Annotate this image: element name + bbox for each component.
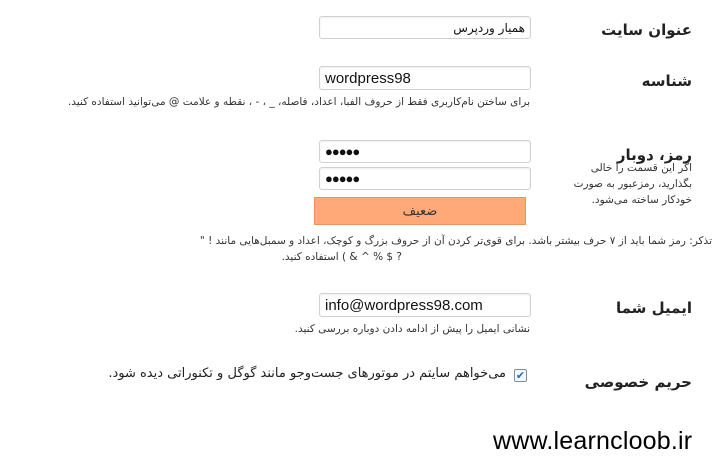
watermark-text: www.learncloob.ir	[493, 427, 693, 455]
password-strength-indicator: ضعیف	[314, 197, 526, 225]
checkmark-icon: ✔	[515, 369, 526, 382]
privacy-checkbox[interactable]	[514, 369, 527, 382]
username-help-text: برای ساختن نام‌کاربری فقط از حروف الفبا، اعداد، فاصله، _ ، - ، نقطه و علامت @ می‌توانید استفاده کنید.	[67, 96, 530, 108]
password-hint-line-1: تذکر: رمز شما باید از ۷ حرف بیشتر باشد. برای قوی‌تر کردن آن از حروف بزرگ و کوچک، اعداد و سمبل‌هایی مانند ! "	[199, 235, 712, 247]
site-title-label: عنوان سایت	[601, 21, 692, 39]
password-label: رمز، دوبار	[616, 146, 692, 164]
password-desc-line: بگذارید، رمزعبور به صورت	[573, 178, 692, 190]
password-description	[542, 160, 692, 208]
email-help-text: نشانی ایمیل را پیش از ادامه دادن دوباره بررسی کنید.	[294, 323, 530, 335]
email-label: ایمیل شما	[615, 299, 692, 317]
password-confirm-input[interactable]: ●●●●●	[319, 167, 531, 190]
privacy-label: حریم خصوصی	[584, 373, 692, 391]
username-label: شناسه	[641, 72, 692, 90]
password-desc-line: اگر این قسمت را خالی	[590, 162, 692, 174]
password-hint-line-2: ? $ % ^ & ) استفاده کنید.	[281, 251, 402, 263]
email-input[interactable]	[319, 293, 531, 317]
password-desc-line: خودکار ساخته می‌شود.	[591, 194, 692, 206]
password-input[interactable]: ●●●●●	[319, 140, 531, 163]
username-input[interactable]	[319, 66, 531, 90]
site-title-input[interactable]	[319, 16, 531, 39]
privacy-checkbox-label[interactable]: می‌خواهم سایتم در موتورهای جست‌وجو مانند گوگل و تکنوراتی دیده شود.	[108, 366, 506, 381]
